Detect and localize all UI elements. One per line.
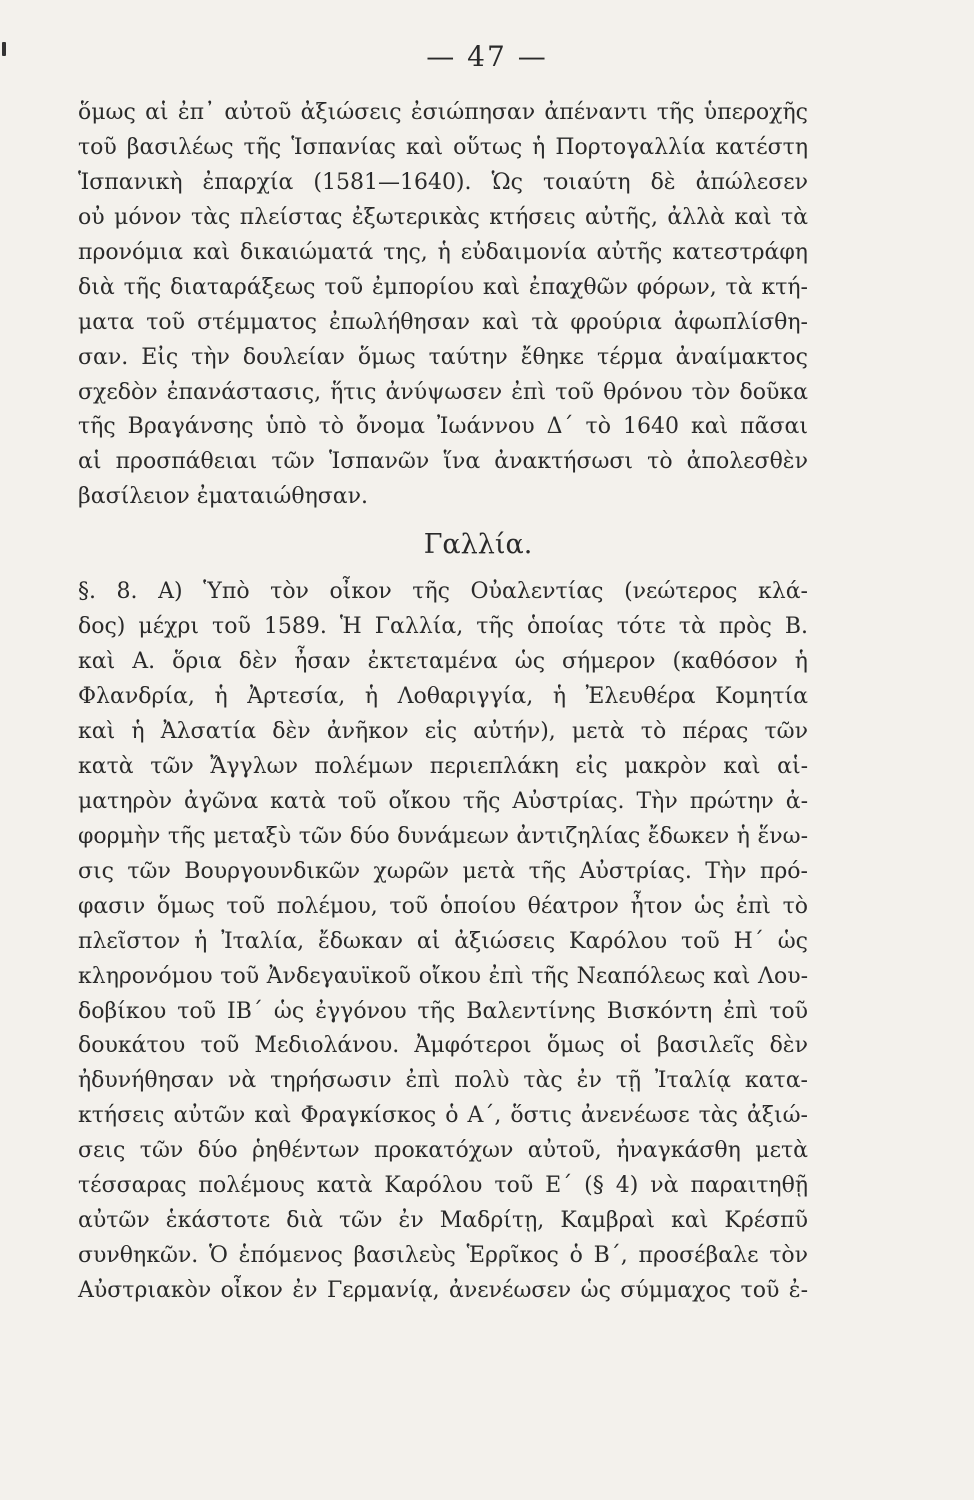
text-line: ἠδυνήθησαν νὰ τηρήσωσιν ἐπὶ πολὺ τὰς ἐν τῇ Ἰταλίᾳ κατα-: [78, 1068, 808, 1094]
text-line: καὶ ἡ Ἀλσατία δὲν ἀνῆκον εἰς αὐτήν), μετὰ τὸ πέρας τῶν: [78, 719, 808, 744]
text-line: βασίλειον ἐματαιώθησαν.: [78, 484, 369, 510]
text-line: φασιν ὅμως τοῦ πολέμου, τοῦ ὁποίου θέατρον ἦτον ὡς ἐπὶ τὸ: [78, 893, 808, 919]
text-line: Αὐστριακὸν οἶκον ἐν Γερμανίᾳ, ἀνενέωσεν ὡς σύμμαχος τοῦ ἐ-: [78, 1278, 808, 1303]
text-line: σχεδὸν ἐπανάστασις, ἥτις ἀνύψωσεν ἐπὶ τοῦ θρόνου τὸν δοῦκα: [78, 379, 808, 405]
text-line: οὐ μόνον τὰς πλείστας ἐξωτερικὰς κτήσεις αὐτῆς, ἀλλὰ καὶ τὰ: [78, 204, 808, 230]
text-line: αὐτῶν ἑκάστοτε διὰ τῶν ἐν Μαδρίτῃ, Καμβραὶ καὶ Κρέσπῦ: [78, 1208, 808, 1234]
text-line: τοῦ βασιλέως τῆς Ἱσπανίας καὶ οὕτως ἡ Πορτογαλλία κατέστη: [78, 134, 808, 160]
text-line: πλεῖστον ἡ Ἰταλία, ἔδωκαν αἱ ἀξιώσεις Καρόλου τοῦ Η΄ ὡς: [78, 928, 808, 954]
page-body: [78, 96, 808, 1309]
text-line: σεις τῶν δύο ῥηθέντων προκατόχων αὐτοῦ, ἠναγκάσθη μετὰ: [78, 1138, 808, 1164]
text-line: Ἱσπανικὴ ἐπαρχία (1581—1640). Ὡς τοιαύτη δὲ ἀπώλεσεν: [78, 169, 808, 195]
text-line: ματα τοῦ στέμματος ἐπωλήθησαν καὶ τὰ φρούρια ἀφωπλίσθη-: [78, 309, 808, 335]
text-line: ὅμως αἱ ἐπ᾿ αὐτοῦ ἀξιώσεις ἐσιώπησαν ἀπέναντι τῆς ὑπεροχῆς: [78, 100, 808, 125]
text-line: κληρονόμου τοῦ Ἀνδεγαυϊκοῦ οἴκου ἐπὶ τῆς Νεαπόλεως καὶ Λου-: [78, 963, 808, 989]
text-line: αἱ προσπάθειαι τῶν Ἱσπανῶν ἵνα ἀνακτήσωσι τὸ ἀπολεσθὲν: [78, 449, 808, 475]
text-line: ματηρὸν ἀγῶνα κατὰ τοῦ οἴκου τῆς Αὐστρίας. Τὴν πρώτην ἀ-: [78, 788, 808, 814]
text-line: προνόμια καὶ δικαιώματά της, ἡ εὐδαιμονία αὐτῆς κατεστράφη: [78, 239, 808, 265]
text-line: συνθηκῶν. Ὁ ἑπόμενος βασιλεὺς Ἑρρῖκος ὁ Β΄, προσέβαλε τὸν: [78, 1243, 808, 1269]
text-line: τέσσαρας πολέμους κατὰ Καρόλου τοῦ Ε΄ (§ 4) νὰ παραιτηθῇ: [78, 1173, 808, 1199]
text-line: §. 8. Α) Ὑπὸ τὸν οἶκον τῆς Οὐαλεντίας (νεώτερος κλά-: [78, 579, 808, 605]
text-line: κατὰ τῶν Ἄγγλων πολέμων περιεπλάκη εἰς μακρὸν καὶ αἱ-: [78, 753, 808, 779]
text-line: φορμὴν τῆς μεταξὺ τῶν δύο δυνάμεων ἀντιζηλίας ἔδωκεν ἡ ἕνω-: [78, 823, 808, 849]
text-line: τῆς Βραγάνσης ὑπὸ τὸ ὄνομα Ἰωάννου Δ΄ τὸ 1640 καὶ πᾶσαι: [78, 414, 808, 440]
text-line: καὶ Α. ὅρια δὲν ἦσαν ἐκτεταμένα ὡς σήμερον (καθόσον ἡ: [78, 649, 808, 675]
text-line: σαν. Εἰς τὴν δουλείαν ὅμως ταύτην ἔθηκε τέρμα ἀναίμακτος: [78, 344, 808, 370]
text-line: Φλανδρία, ἡ Ἀρτεσία, ἡ Λοθαριγγία, ἡ Ἐλευθέρα Κομητία: [78, 684, 808, 710]
text-line: σις τῶν Βουργουνδικῶν χωρῶν μετὰ τῆς Αὐστρίας. Τὴν πρό-: [78, 858, 808, 884]
page-number: — 47 —: [426, 40, 548, 73]
text-line: κτήσεις αὐτῶν καὶ Φραγκίσκος ὁ Α΄, ὅστις ἀνενέωσε τὰς ἀξιώ-: [78, 1103, 808, 1129]
paragraph-portugal: [78, 96, 808, 515]
text-line: δουκάτου τοῦ Μεδιολάνου. Ἀμφότεροι ὅμως οἱ βασιλεῖς δὲν: [78, 1033, 808, 1059]
text-line: διὰ τῆς διαταράξεως τοῦ ἐμπορίου καὶ ἐπαχθῶν φόρων, τὰ κτή-: [78, 274, 808, 300]
text-line: δος) μέχρι τοῦ 1589. Ἡ Γαλλία, τῆς ὁποίας τότε τὰ πρὸς Β.: [78, 614, 808, 640]
paragraph-france: [78, 575, 808, 1309]
text-line: δοβίκου τοῦ ΙΒ΄ ὡς ἐγγόνου τῆς Βαλεντίνης Βισκόντη ἐπὶ τοῦ: [78, 998, 808, 1024]
section-heading: Γαλλία.: [423, 529, 533, 561]
